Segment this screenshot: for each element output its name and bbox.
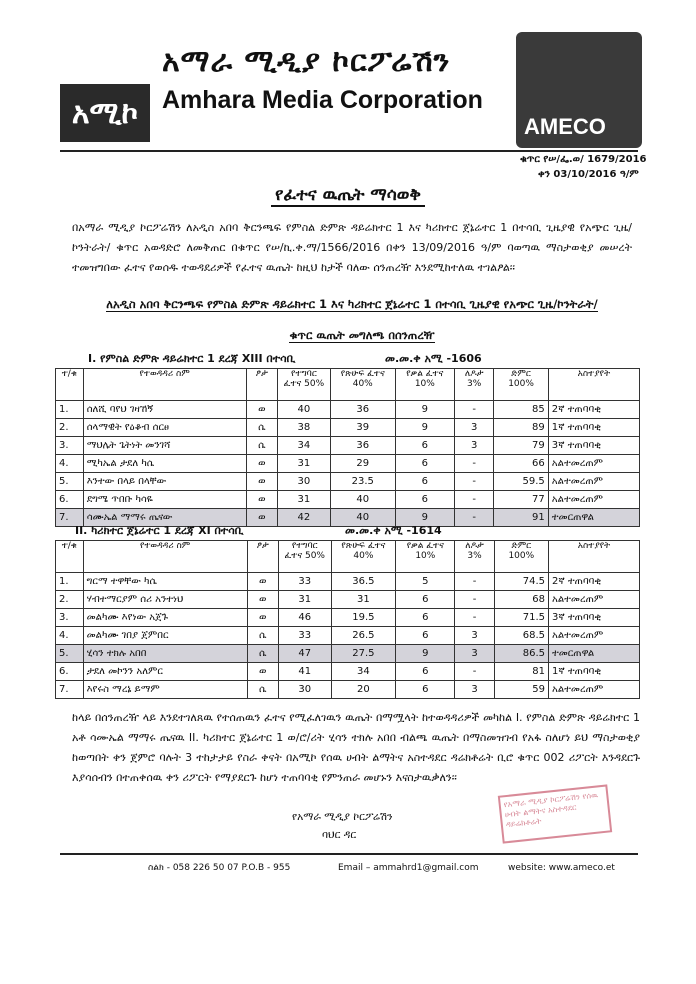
table-cell: 1. xyxy=(56,573,84,591)
column-header: ተ/ቁ xyxy=(56,541,84,573)
table-cell: 2ኛ ተጠባባቂ xyxy=(548,401,639,419)
table-cell: 3 xyxy=(455,627,494,645)
signature-city: ባህር ዳር xyxy=(322,829,357,841)
table-cell: 4. xyxy=(56,627,84,645)
table-cell: 6 xyxy=(396,663,455,681)
org-name-english: Amhara Media Corporation xyxy=(162,86,483,114)
column-header: ፆታ xyxy=(247,541,278,573)
table2-header-row xyxy=(56,541,640,573)
column-header: የተግባር ፈተና 50% xyxy=(278,369,331,401)
table-cell: ወ xyxy=(246,455,278,473)
table-cell: - xyxy=(454,401,493,419)
table-cell: ወ xyxy=(247,609,278,627)
table-cell: ወ xyxy=(247,573,278,591)
table-cell: ሰላማዊት የዕቆብ ሰርፀ xyxy=(83,419,246,437)
footer-phone: ስልክ - 058 226 50 07 P.O.B - 955 xyxy=(148,863,291,873)
footer-website[interactable]: website: www.ameco.et xyxy=(508,863,615,873)
table-cell: 6. xyxy=(56,491,84,509)
table-cell: - xyxy=(454,509,493,527)
table-cell: 47 xyxy=(278,645,331,663)
table-cell: 6 xyxy=(396,591,455,609)
table-cell: አልተመረጠም xyxy=(548,473,639,491)
table-cell: 7. xyxy=(56,681,84,699)
table-cell: - xyxy=(454,473,493,491)
table-row xyxy=(56,627,640,645)
table-cell: 81 xyxy=(494,663,548,681)
table-cell: ወ xyxy=(246,491,278,509)
table-row xyxy=(56,437,640,455)
table-cell: 36.5 xyxy=(331,573,396,591)
section2-heading: II. ካሪክተር ጀኔሬተር 1 ደረጃ XI በተሳቢ xyxy=(75,524,244,537)
official-stamp: የአማራ ሚዲያ ኮርፖሬሽን የሰዉ ሀብት ልማትና አስተዳደር ዳይሬክቶሬት xyxy=(498,784,612,843)
section2-code: መ.መ.ቀ አሚ -1614 xyxy=(345,524,442,537)
table-cell: 36 xyxy=(330,437,395,455)
table-cell: 2. xyxy=(56,419,84,437)
table-cell: ሃብተማርያም ሰሪ አንተነህ xyxy=(83,591,247,609)
table-cell: 30 xyxy=(278,681,331,699)
column-header: የተወዳዳሪ ስም xyxy=(83,541,247,573)
table-cell: 1. xyxy=(56,401,84,419)
table-cell: 1ኛ ተጠባባቂ xyxy=(548,663,639,681)
table-cell: 59.5 xyxy=(494,473,548,491)
table-cell: 79 xyxy=(494,437,548,455)
header-divider xyxy=(60,150,638,152)
table-cell: 46 xyxy=(278,609,331,627)
table-cell: 27.5 xyxy=(331,645,396,663)
table-cell: 1ኛ ተጠባባቂ xyxy=(548,419,639,437)
table-cell: 31 xyxy=(278,491,331,509)
table-subtitle-1: ለአዲስ አበባ ቅርንጫፍ የምስል ድምጽ ዳይሬክተር 1 እና ካሪክተር ጀኔሬተር 1 በተሳቢ ጊዜያዊ የአጭር ጊዜ/ኮንትራት/ xyxy=(106,297,598,311)
table-cell: 3. xyxy=(56,437,84,455)
table-cell: 68.5 xyxy=(494,627,548,645)
page-title: የፈተና ዉጤት ማሳወቅ xyxy=(0,185,696,205)
table-cell: ሴ xyxy=(247,681,278,699)
table-cell: 19.5 xyxy=(331,609,396,627)
logo-ameco xyxy=(516,32,642,148)
table-row xyxy=(56,455,640,473)
section1-code: መ.መ.ቀ አሚ -1606 xyxy=(385,352,482,365)
table-cell: 3 xyxy=(454,419,493,437)
table-cell: ተመርጠዋል xyxy=(548,509,639,527)
table-cell: 33 xyxy=(278,573,331,591)
table-cell: ወ xyxy=(247,663,278,681)
column-header: ለዶታ 3% xyxy=(454,369,493,401)
table-cell: 5. xyxy=(56,473,84,491)
table-cell: 3ኛ ተጠባባቂ xyxy=(548,609,639,627)
column-header: ድምር 100% xyxy=(494,369,548,401)
table-cell: 74.5 xyxy=(494,573,548,591)
table-cell: 6 xyxy=(395,455,454,473)
table-cell: - xyxy=(455,573,494,591)
table-cell: መልካሙ እየነው አጀጉ xyxy=(83,609,247,627)
table-cell: 29 xyxy=(330,455,395,473)
table-cell: ሂሳን ተክሉ አበበ xyxy=(83,645,247,663)
table-cell: 5 xyxy=(396,573,455,591)
column-header: ድምር 100% xyxy=(494,541,548,573)
table-cell: 2. xyxy=(56,591,84,609)
table-cell: 2ኛ ተጠባባቂ xyxy=(548,573,639,591)
table-cell: 89 xyxy=(494,419,548,437)
table-row xyxy=(56,609,640,627)
table-cell: 6 xyxy=(395,437,454,455)
column-header: አስተያየት xyxy=(548,541,639,573)
table-cell: - xyxy=(455,609,494,627)
table-cell: አልተመረጠም xyxy=(548,681,639,699)
table-cell: 38 xyxy=(278,419,331,437)
table-cell: 77 xyxy=(494,491,548,509)
table-cell: 66 xyxy=(494,455,548,473)
logo-ameco-text: AMECO xyxy=(524,114,606,139)
table-cell: 20 xyxy=(331,681,396,699)
table-cell: 40 xyxy=(330,491,395,509)
table-cell: ሴ xyxy=(247,627,278,645)
table-cell: 41 xyxy=(278,663,331,681)
table-cell: ሳሙኤል ማማሩ ጤናው xyxy=(83,509,246,527)
table-cell: 34 xyxy=(278,437,331,455)
table-cell: አልተመረጠም xyxy=(548,627,639,645)
table-cell: 3 xyxy=(455,681,494,699)
table-cell: 6 xyxy=(396,609,455,627)
table-row xyxy=(56,681,640,699)
table-cell: 3 xyxy=(455,645,494,663)
table-row xyxy=(56,573,640,591)
table-cell: ሴ xyxy=(246,419,278,437)
column-header: ተ/ቁ xyxy=(56,369,84,401)
table-cell: 9 xyxy=(395,419,454,437)
table-cell: እየሩስ ማረኔ ይማም xyxy=(83,681,247,699)
table-cell: አልተመረጠም xyxy=(548,491,639,509)
table-row xyxy=(56,401,640,419)
table-cell: 86.5 xyxy=(494,645,548,663)
table-row xyxy=(56,645,640,663)
table-cell: 23.5 xyxy=(330,473,395,491)
closing-paragraph: ከላይ በሰንጠረዥ ላይ እንደተገለጸዉ የተሰጠዉን ፈተና የሚፈለገዉን ዉጤት በማሟላት ከተወዳዳሪዎች መካከል I. የምስል ድምጽ ዳይሬክተር 1 አቶ ሳሙኤል ማማሩ ጤናዉ II. ካሪክተር ጀኔሬተር 1 ወ/ሮ/ሪት ሂሳን ተክሉ አበበ ብልጫ ዉጤት በማስመዝገብ የአፋ ስለሆነ ይህ ማስታወቂያ ከወጣበት ቀን ጀምሮ ባሉት 3 ተከታታይ የስራ ቀናት በአሚኮ የሰዉ ሀብት ልማትና አስተዳደር ዳሬክቶሬት ቢሮ ቁጥር 002 ሪፖርት እንዳደርጉ እያሳሰብን በተጠቀሰዉ ቀን ሪፖርት የማያደርጉ ከሆነ ተጠባባቂ የምንጠራ መሆኑን እናስታዉቃለን፡፡ xyxy=(72,711,640,784)
table-cell: ሚካኤል ታደለ ካሴ xyxy=(83,455,246,473)
table-cell: 31 xyxy=(331,591,396,609)
table-cell: 7. xyxy=(56,509,84,527)
table-cell: 3 xyxy=(454,437,493,455)
table-cell: 3. xyxy=(56,609,84,627)
table-row xyxy=(56,591,640,609)
results-table-2 xyxy=(55,540,640,699)
table-cell: 31 xyxy=(278,455,331,473)
table-cell: 85 xyxy=(494,401,548,419)
table-cell: ተመርጠዋል xyxy=(548,645,639,663)
table-cell: 40 xyxy=(278,401,331,419)
table-cell: ታደለ መኮንን አለምር xyxy=(83,663,247,681)
table-row xyxy=(56,419,640,437)
table-cell: 6. xyxy=(56,663,84,681)
table-cell: - xyxy=(455,663,494,681)
table-cell: 42 xyxy=(278,509,331,527)
table-cell: 31 xyxy=(278,591,331,609)
document-date: ቀን 03/10/2016 ዓ/ም xyxy=(538,169,639,180)
section1-heading: I. የምስል ድምጽ ዳይሬክተር 1 ደረጃ XIII በተሳቢ xyxy=(88,352,296,365)
table-cell: ሴ xyxy=(246,437,278,455)
table-subtitle-2: ቁጥር ዉጤት መግለጫ በሰንጠረዥ xyxy=(289,328,435,342)
column-header: ለዶታ 3% xyxy=(455,541,494,573)
column-header: የተግባር ፈተና 50% xyxy=(278,541,331,573)
table-cell: 3ኛ ተጠባባቂ xyxy=(548,437,639,455)
table-cell: 30 xyxy=(278,473,331,491)
table-cell: - xyxy=(455,591,494,609)
table-row xyxy=(56,491,640,509)
logo-amharic: አሚኮ xyxy=(60,84,150,142)
table-cell: 4. xyxy=(56,455,84,473)
table-cell: 6 xyxy=(396,627,455,645)
table-cell: - xyxy=(454,455,493,473)
table-cell: ወ xyxy=(246,473,278,491)
table-cell: 9 xyxy=(396,645,455,663)
table-cell: ወ xyxy=(246,509,278,527)
table-cell: 71.5 xyxy=(494,609,548,627)
table-cell: 6 xyxy=(396,681,455,699)
table-cell: ሰለሺ ባየህ ገዛኸኝ xyxy=(83,401,246,419)
table-cell: 34 xyxy=(331,663,396,681)
table-row xyxy=(56,663,640,681)
table-cell: 6 xyxy=(395,491,454,509)
footer-email[interactable]: Email – ammahrd1@gmail.com xyxy=(338,863,479,873)
table-cell: ሴ xyxy=(247,645,278,663)
table-cell: ወ xyxy=(247,591,278,609)
table-cell: 68 xyxy=(494,591,548,609)
table-cell: ግርማ ተዋቸው ካሴ xyxy=(83,573,247,591)
table-cell: ወ xyxy=(246,401,278,419)
table-cell: 91 xyxy=(494,509,548,527)
column-header: የተወዳዳሪ ስም xyxy=(83,369,246,401)
table-cell: 59 xyxy=(494,681,548,699)
column-header: የጽሁፍ ፈተና 40% xyxy=(330,369,395,401)
reference-number: ቁጥር የሠ/ፌ.ወ/ 1679/2016 xyxy=(520,154,647,165)
intro-paragraph: በአማራ ሚዲያ ኮርፖሬሽን ለአዲስ አበባ ቅርንጫፍ የምስል ድምጽ ዳይሬክተር 1 እና ካሪክተር ጀኔሬተር 1 በተሳቢ ጊዜያዊ የአጭር ጊዜ/ኮንትራት/ ቁጥር አወዳድሮ ለመቅጠር በቁጥር የሠ/ኪ.ቀ.ማ/1566/2016 በቀን 13/09/2016 ዓ/ም ባወጣዉ ማስታወቂያ መሠረት ተመዝግበው ፈተና የወሰዱ ተወዳደሪዎች የፈተና ዉጤት ከዚህ ከታች ባለው ሰንጠረዥ እንደሚከተለዉ ተገልፆል፡፡ xyxy=(72,221,632,274)
org-name-amharic: አማራ ሚዲያ ኮርፖሬሽን xyxy=(162,44,451,79)
column-header: የቃል ፈተና 10% xyxy=(396,541,455,573)
table-cell: 9 xyxy=(395,509,454,527)
table-cell: 39 xyxy=(330,419,395,437)
table-cell: አልተመረጠም xyxy=(548,455,639,473)
footer-divider xyxy=(60,853,638,855)
table-cell: አልተመረጠም xyxy=(548,591,639,609)
column-header: አስተያየት xyxy=(548,369,639,401)
table-cell: ማህሌት ጌትነት መንገሻ xyxy=(83,437,246,455)
column-header: የጽሁፍ ፈተና 40% xyxy=(331,541,396,573)
results-table-1 xyxy=(55,368,640,527)
table-cell: መልካሙ ገበያ ጀምበር xyxy=(83,627,247,645)
table-cell: 36 xyxy=(330,401,395,419)
column-header: ፆታ xyxy=(246,369,278,401)
signature-org: የአማራ ሚዲያ ኮርፖሬሽን xyxy=(292,811,393,823)
table1-header-row xyxy=(56,369,640,401)
table-cell: እንተው በላይ በላቸው xyxy=(83,473,246,491)
table-cell: 9 xyxy=(395,401,454,419)
table-cell: 33 xyxy=(278,627,331,645)
table-cell: 40 xyxy=(330,509,395,527)
table-row xyxy=(56,473,640,491)
table-cell: 26.5 xyxy=(331,627,396,645)
column-header: የቃል ፈተና 10% xyxy=(395,369,454,401)
table-cell: 5. xyxy=(56,645,84,663)
table-cell: ደግሜ ጥበቡ ካሳዬ xyxy=(83,491,246,509)
table-cell: - xyxy=(454,491,493,509)
table-cell: 6 xyxy=(395,473,454,491)
